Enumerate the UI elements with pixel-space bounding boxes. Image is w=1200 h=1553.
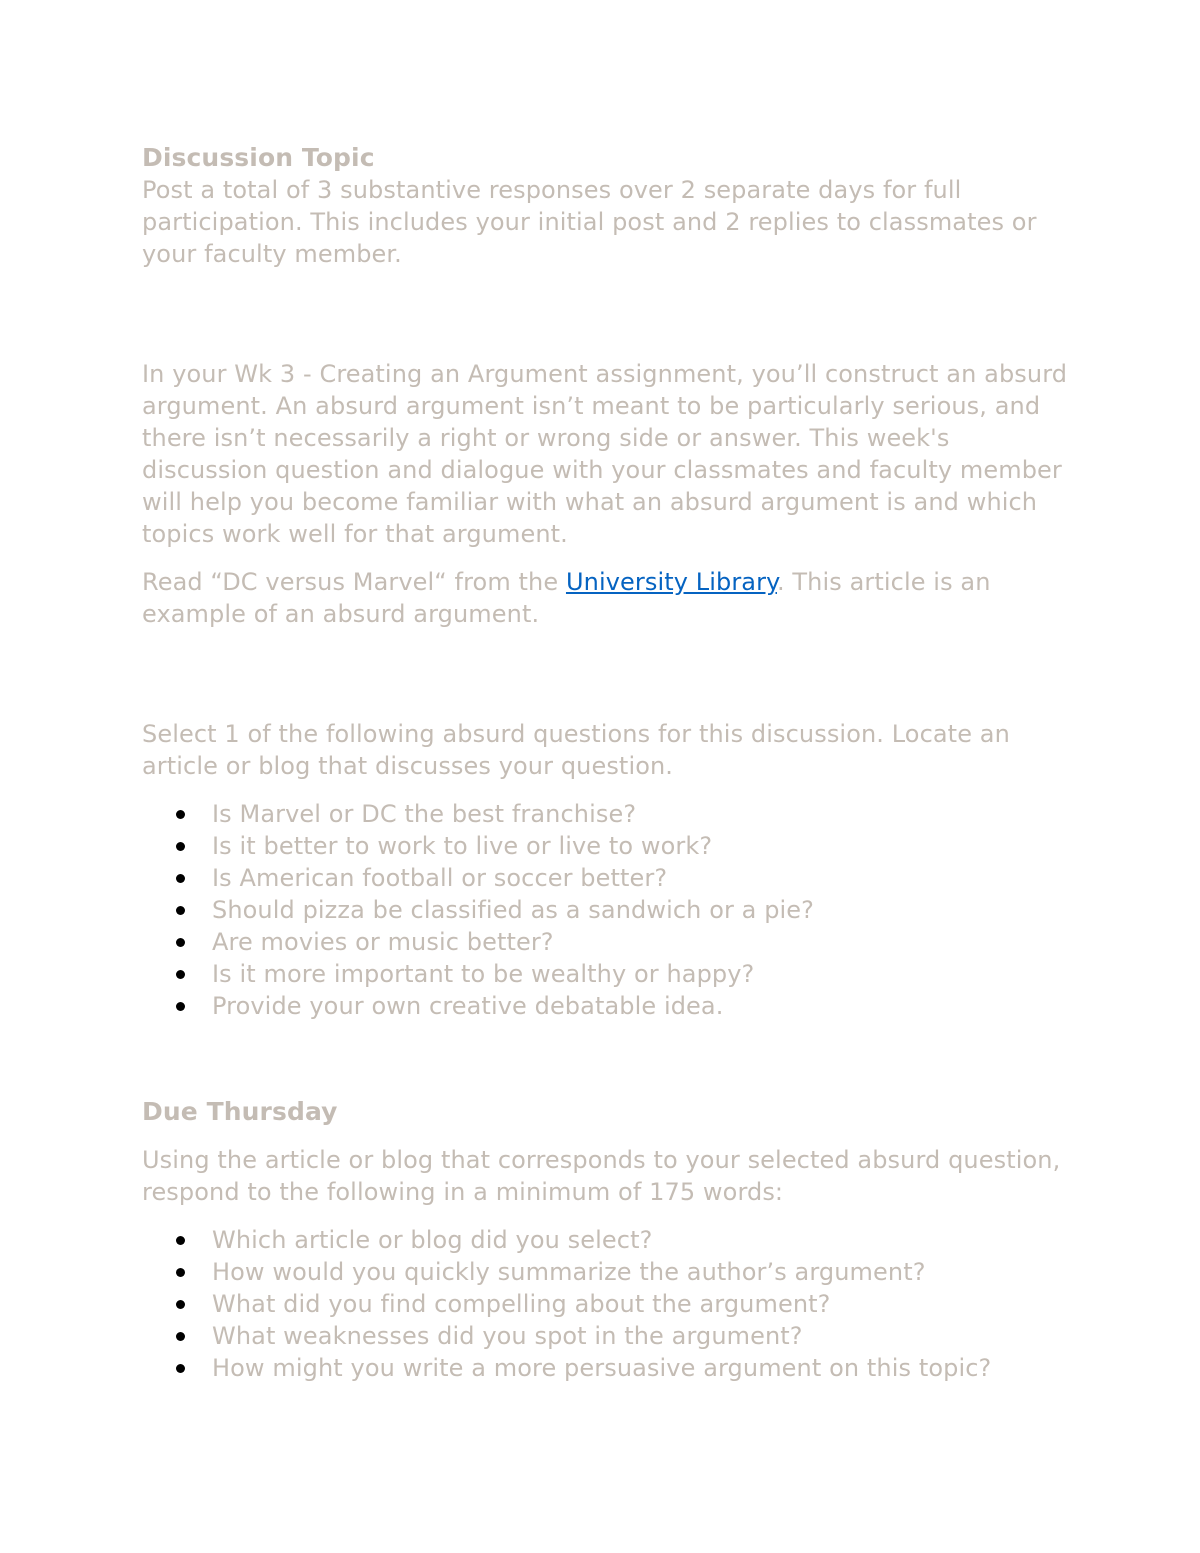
list-item [142, 798, 1072, 830]
reading-assignment [142, 566, 1072, 630]
list-item [142, 862, 1072, 894]
list-item [142, 1288, 1072, 1320]
question-text: Is it more important to be wealthy or happy? [212, 960, 755, 988]
list-item [142, 894, 1072, 926]
bullet-icon [176, 938, 185, 947]
bullet-icon [176, 810, 185, 819]
prompt-text: What did you find compelling about the argument? [212, 1290, 831, 1318]
question-text: Is American football or soccer better? [212, 864, 668, 892]
list-item [142, 926, 1072, 958]
list-item [142, 1224, 1072, 1256]
reading-text-after: . This article is an example of an absurd argument. [142, 568, 991, 628]
due-thursday-heading: Due Thursday [142, 1097, 338, 1126]
list-item [142, 1320, 1072, 1352]
prompt-text: How might you write a more persuasive argument on this topic? [212, 1354, 992, 1382]
bullet-icon [176, 1002, 185, 1011]
bullet-icon [176, 874, 185, 883]
question-text: Provide your own creative debatable idea. [212, 992, 724, 1020]
bullet-icon [176, 842, 185, 851]
select-question-paragraph: Select 1 of the following absurd questions for this discussion. Locate an article or blog that discusses your question. [142, 720, 1010, 780]
list-item [142, 830, 1072, 862]
bullet-icon [176, 906, 185, 915]
question-text: Is it better to work to live or live to work? [212, 832, 713, 860]
bullet-icon [176, 1332, 185, 1341]
university-library-link[interactable]: University Library [565, 568, 777, 596]
bullet-icon [176, 1236, 185, 1245]
question-text: Is Marvel or DC the best franchise? [212, 800, 637, 828]
bullet-icon [176, 1300, 185, 1309]
document-page [142, 142, 1072, 1400]
response-prompts-list [142, 1224, 1072, 1384]
absurd-argument-paragraph: In your Wk 3 - Creating an Argument assignment, you’ll construct an absurd argument. An absurd argument isn’t meant to be particularly serious, and there isn’t necessarily a right or wrong side or answer. This week's discussion question and dialogue with your classmates and faculty member will help you become familiar with what an absurd argument is and which topics work well for that argument. [142, 360, 1068, 548]
absurd-questions-list [142, 798, 1072, 1022]
participation-instructions: Post a total of 3 substantive responses over 2 separate days for full participation. This includes your initial post and 2 replies to classmates or your faculty member. [142, 176, 1037, 268]
prompt-text: How would you quickly summarize the author’s argument? [212, 1258, 926, 1286]
response-instructions: Using the article or blog that corresponds to your selected absurd question, respond to the following in a minimum of 175 words: [142, 1146, 1061, 1206]
discussion-topic-heading: Discussion Topic [142, 143, 375, 172]
prompt-text: What weaknesses did you spot in the argument? [212, 1322, 803, 1350]
reading-text-before: Read “DC versus Marvel“ from the [142, 568, 566, 596]
question-text: Are movies or music better? [212, 928, 554, 956]
bullet-icon [176, 970, 185, 979]
list-item [142, 1256, 1072, 1288]
bullet-icon [176, 1364, 185, 1373]
question-text: Should pizza be classified as a sandwich or a pie? [212, 896, 815, 924]
bullet-icon [176, 1268, 185, 1277]
prompt-text: Which article or blog did you select? [212, 1226, 653, 1254]
list-item [142, 1352, 1072, 1384]
list-item [142, 990, 1072, 1022]
list-item [142, 958, 1072, 990]
